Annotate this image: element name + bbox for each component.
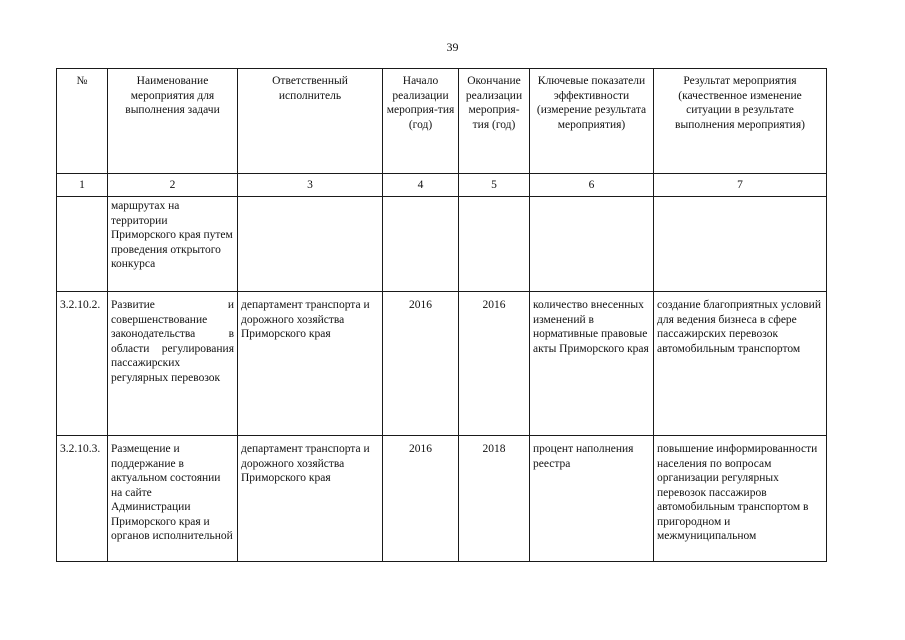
header-result: Результат мероприятия (качественное изменение ситуации в результате выполнения мероприятия): [654, 69, 827, 174]
table-row: [57, 197, 827, 292]
row-measure-name: маршрутах на территории Приморского края путем проведения открытого конкурса: [108, 197, 238, 292]
row-result: создание благоприятных условий для ведения бизнеса в сфере пассажирских перевозок автомобильным транспортом: [654, 292, 827, 436]
column-number: 1: [57, 174, 108, 197]
table-row: [57, 292, 827, 436]
row-indicator: количество внесенных изменений в нормативные правовые акты Приморского края: [530, 292, 654, 436]
column-number: 6: [530, 174, 654, 197]
row-result: [654, 197, 827, 292]
row-indicator: [530, 197, 654, 292]
page-number: 39: [446, 40, 459, 54]
row-end-year: 2018: [459, 436, 530, 562]
table-row: [57, 436, 827, 562]
table-header-row: [57, 69, 827, 174]
header-end-year: Окончание реализации мероприя-тия (год): [459, 69, 530, 174]
column-number: 2: [108, 174, 238, 197]
row-end-year: [459, 197, 530, 292]
column-number: 4: [383, 174, 459, 197]
row-executor: [238, 197, 383, 292]
row-measure-name: Размещение и поддержание в актуальном состоянии на сайте Администрации Приморского края и органов исполнительной: [108, 436, 238, 562]
column-number: 7: [654, 174, 827, 197]
column-number-row: [57, 174, 827, 197]
row-start-year: 2016: [383, 436, 459, 562]
row-executor: департамент транспорта и дорожного хозяйства Приморского края: [238, 292, 383, 436]
column-number: 5: [459, 174, 530, 197]
header-start-year: Начало реализации мероприя-тия (год): [383, 69, 459, 174]
header-indicators: Ключевые показатели эффективности (измерение результата мероприятия): [530, 69, 654, 174]
row-code: 3.2.10.3.: [57, 436, 108, 562]
row-result: повышение информированности населения по вопросам организации регулярных перевозок пассажиров автомобильным транспортом в пригородном и межмуниципальном: [654, 436, 827, 562]
row-measure-name: Развитие и совершенствование законодательства в области регулирования пассажирских регулярных перевозок: [108, 292, 238, 436]
measures-table: [56, 68, 827, 562]
row-start-year: [383, 197, 459, 292]
header-executor: Ответственный исполнитель: [238, 69, 383, 174]
row-code: [57, 197, 108, 292]
row-end-year: 2016: [459, 292, 530, 436]
row-code: 3.2.10.2.: [57, 292, 108, 436]
row-indicator: процент наполнения реестра: [530, 436, 654, 562]
row-start-year: 2016: [383, 292, 459, 436]
column-number: 3: [238, 174, 383, 197]
header-measure-name: Наименование мероприятия для выполнения задачи: [108, 69, 238, 174]
row-executor: департамент транспорта и дорожного хозяйства Приморского края: [238, 436, 383, 562]
header-number: №: [57, 69, 108, 174]
